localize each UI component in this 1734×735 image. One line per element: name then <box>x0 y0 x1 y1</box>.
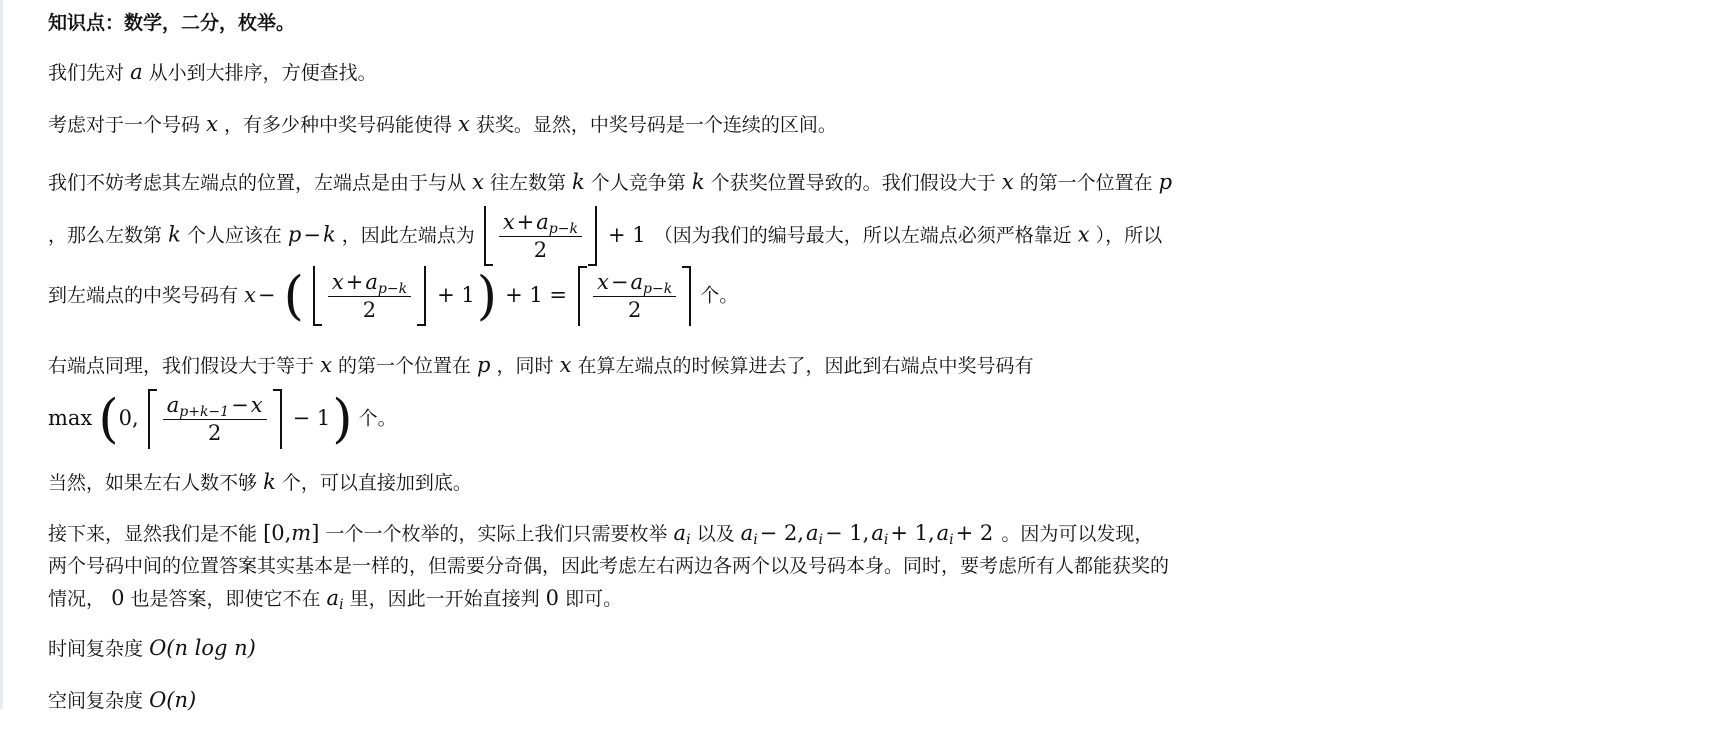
space-complexity-value: O(n) <box>149 688 197 712</box>
formula-left-count: x− ( $\frac{x+a_{p-k}}{2}$ + 1) + 1 = $\frac{x-a_{p-k}}{2}$ <box>244 285 700 307</box>
paragraph-right-endpoint: 右端点同理，我们假设大于等于 x 的第一个位置在 p ，同时 x 在算左端点的时候算进去了，因此到右端点中奖号码有 max (0, $\frac{a_{p+k-1}-x}{2}$ − 1) 个。 <box>48 353 1034 449</box>
space-complexity: 空间复杂度 O(n) <box>48 688 197 712</box>
left-border <box>0 0 3 709</box>
paragraph-sort: 我们先对 a 从小到大排序，方便查找。 <box>48 60 377 84</box>
paragraph-left-endpoint: 我们不妨考虑其左端点的位置，左端点是由于与从 x 往左数第 k 个人竞争第 k 个获奖位置导致的。我们假设大于 x 的第一个位置在 p ，那么左数第 k 个人应该在 p−k ，因此左端点为 $\frac{x+a_{p-k}}{2}$ + 1 （因为我们的编号最大，所以左端点必须严格靠近 x ），所以 到左端点的中奖号码有 x− ( $\frac{x+a_{p-k}}{2}$ + 1) + 1 = $\frac{x-a_{p-k}}{2}$ 个。 <box>48 170 1173 326</box>
article-body <box>48 0 1298 735</box>
paragraph-interval: 考虑对于一个号码 x ，有多少种中奖号码能使得 x 获奖。显然，中奖号码是一个连续的区间。 <box>48 112 837 136</box>
formula-right-count: max (0, $\frac{a_{p+k-1}-x}{2}$ − 1) <box>48 389 353 449</box>
paragraph-enumerate: 接下来，显然我们是不能 [0,m] 一个一个枚举的，实际上我们只需要枚举 $a_i$ 以及 $a_i- 2,a_i- 1,a_i+ 1,a_i+ 2$ 。因为可以发现， 两个号码中间的位置答案其实基本是一样的，但需要分奇偶，因此考虑左右两边各两个以及号码本身。同时，要考虑所有人都能获奖的 情况， 0 也是答案，即使它不在 $a_i$ 里，因此一开始直接判 0 即可。 <box>48 521 1170 613</box>
time-complexity: 时间复杂度 O(n log n) <box>48 636 256 660</box>
time-complexity-value: O(n log n) <box>149 636 256 660</box>
knowledge-heading: 知识点：数学，二分，枚举。 <box>48 12 296 34</box>
formula-left-floor: $\frac{x+a_{p-k}}{2}$ + 1 <box>481 225 654 247</box>
paragraph-boundary: 当然，如果左右人数不够 k 个，可以直接加到底。 <box>48 470 472 494</box>
